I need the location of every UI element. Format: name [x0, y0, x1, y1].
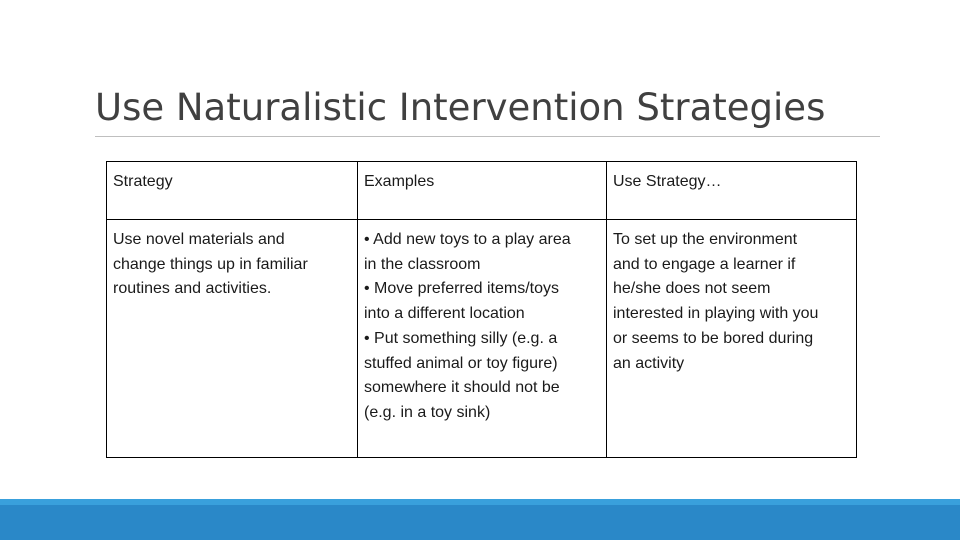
cell-strategy: [107, 220, 358, 458]
strategy-text-line: routines and activities.: [113, 280, 272, 298]
table-header-row: [107, 162, 857, 220]
cell-examples: [358, 220, 607, 458]
use-strategy-text-line: he/she does not seem: [613, 280, 771, 298]
examples-text-line: • Add new toys to a play area: [364, 231, 571, 248]
slide-title: Use Naturalistic Intervention Strategies: [95, 86, 826, 129]
footer-bar-accent: [0, 499, 960, 505]
cell-use-strategy: [607, 220, 857, 458]
strategy-text-line: change things up in familiar: [113, 255, 308, 273]
strategy-table: [106, 161, 857, 458]
use-strategy-text-line: and to engage a learner if: [613, 255, 796, 273]
examples-text-line: • Move preferred items/toys: [364, 280, 559, 298]
use-strategy-text-line: or seems to be bored during: [613, 329, 814, 347]
footer-bar: [0, 499, 960, 540]
examples-text-line: somewhere it should not be: [364, 379, 560, 397]
use-strategy-text-line: an activity: [613, 354, 685, 372]
strategy-text-line: Use novel materials and: [113, 231, 285, 248]
examples-text-line: in the classroom: [364, 255, 481, 273]
examples-text-line: stuffed animal or toy figure): [364, 354, 558, 372]
examples-text-line: into a different location: [364, 305, 525, 323]
title-divider: [95, 136, 880, 137]
examples-text-line: • Put something silly (e.g. a: [364, 329, 558, 347]
examples-text-line: (e.g. in a toy sink): [364, 403, 491, 421]
header-examples: Examples: [358, 162, 607, 220]
header-strategy: Strategy: [107, 162, 358, 220]
header-use-strategy: Use Strategy…: [607, 162, 857, 220]
use-strategy-text-line: To set up the environment: [613, 231, 798, 248]
table-row: [107, 220, 857, 458]
use-strategy-text-line: interested in playing with you: [613, 305, 819, 323]
